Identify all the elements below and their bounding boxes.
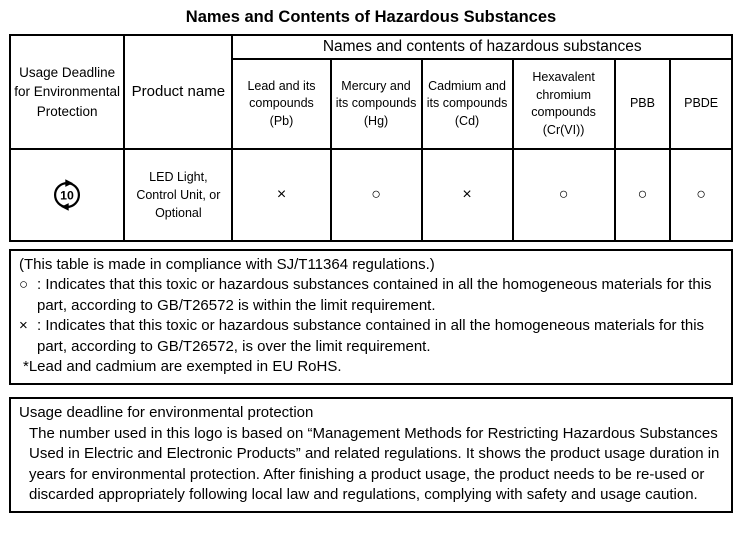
header-substances-group: Names and contents of hazardous substances xyxy=(232,35,732,59)
svg-text:10: 10 xyxy=(60,188,74,203)
cross-symbol: × xyxy=(19,317,28,335)
substance-value-cadmium: × xyxy=(422,149,513,241)
exemption-note: *Lead and cadmium are exempted in EU RoHS. xyxy=(23,357,342,375)
hazardous-substances-table xyxy=(9,34,733,242)
compliance-note: (This table is made in compliance with SJ/T11364 regulations.) xyxy=(19,256,435,273)
usage-deadline-box xyxy=(9,397,733,513)
usage-deadline-heading: Usage deadline for environmental protection xyxy=(19,404,314,422)
header-usage-deadline: Usage Deadline for Environmental Protection xyxy=(10,35,124,149)
circle-symbol-note xyxy=(19,275,723,316)
page-title: Names and Contents of Hazardous Substances xyxy=(185,8,557,26)
substance-value-pbb: ○ xyxy=(615,149,671,241)
header-pbb: PBB xyxy=(615,59,671,149)
product-name-cell: LED Light, Control Unit, or Optional xyxy=(124,149,232,241)
substance-value-lead: × xyxy=(232,149,330,241)
efup-10-logo-icon xyxy=(50,178,84,212)
cross-symbol-note xyxy=(19,316,723,357)
circle-symbol: ○ xyxy=(19,276,29,294)
usage-deadline-body: The number used in this logo is based on “Management Methods for Restricting Hazardous Substances Used in Electric and Electronic Products” and related regulations. It shows the product usage duration in years for environmental protection. After finishing a product usage, the product needs to be re-used or discarded appropriately following local law and regulations, complying with safety and usage caution. xyxy=(29,424,720,503)
substance-value-hexavalent-chromium: ○ xyxy=(513,149,615,241)
header-lead: Lead and its compounds (Pb) xyxy=(232,59,330,149)
efup-logo-cell xyxy=(10,149,124,241)
table-header-row-1 xyxy=(10,35,732,59)
circle-symbol-text: : Indicates that this toxic or hazardous substances contained in all the homogeneous materials for this part, according to GB/T26572 is within the limit requirement. xyxy=(37,276,712,314)
table-row xyxy=(10,149,732,241)
header-hexavalent-chromium: Hexavalent chromium compounds (Cr(VI)) xyxy=(513,59,615,149)
header-mercury: Mercury and its compounds (Hg) xyxy=(331,59,422,149)
header-product-name: Product name xyxy=(124,35,232,149)
notes-box xyxy=(9,249,733,385)
header-pbde: PBDE xyxy=(670,59,732,149)
substance-value-mercury: ○ xyxy=(331,149,422,241)
cross-symbol-text: : Indicates that this toxic or hazardous substance contained in all the homogeneous materials for this part, according to GB/T26572, is over the limit requirement. xyxy=(37,317,705,355)
header-cadmium: Cadmium and its compounds (Cd) xyxy=(422,59,513,149)
substance-value-pbde: ○ xyxy=(670,149,732,241)
